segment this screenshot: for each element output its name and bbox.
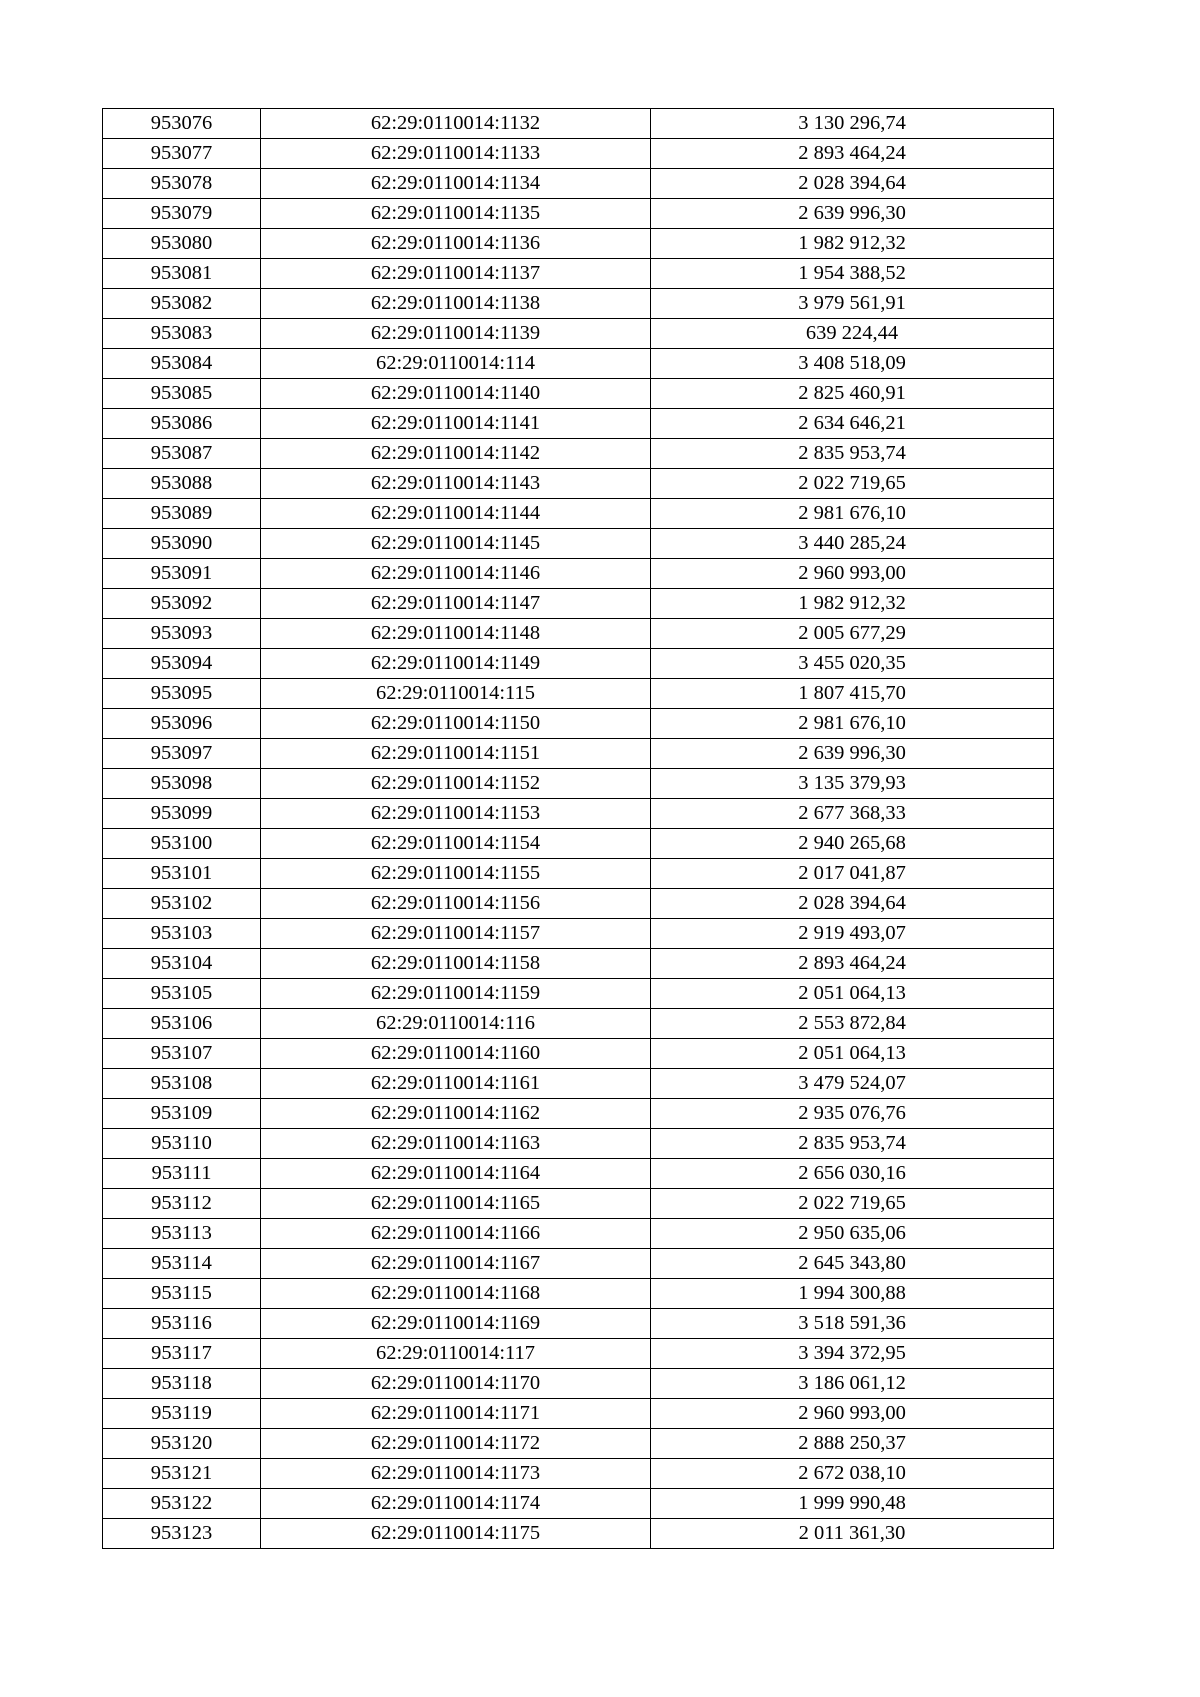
row-number-cell: 953082 — [103, 289, 261, 319]
cadastral-value-cell: 2 022 719,65 — [651, 469, 1054, 499]
row-number-cell: 953113 — [103, 1219, 261, 1249]
cadastral-value-cell: 2 825 460,91 — [651, 379, 1054, 409]
cadastral-value-cell: 2 011 361,30 — [651, 1519, 1054, 1549]
cadastral-value-cell: 3 479 524,07 — [651, 1069, 1054, 1099]
row-number-cell: 953084 — [103, 349, 261, 379]
row-number-cell: 953106 — [103, 1009, 261, 1039]
table-row — [103, 1009, 1054, 1039]
cadastral-number-cell: 62:29:0110014:1145 — [261, 529, 651, 559]
row-number-cell: 953104 — [103, 949, 261, 979]
cadastral-value-cell: 2 893 464,24 — [651, 139, 1054, 169]
cadastral-number-cell: 62:29:0110014:114 — [261, 349, 651, 379]
cadastral-value-cell: 1 807 415,70 — [651, 679, 1054, 709]
table-row — [103, 589, 1054, 619]
row-number-cell: 953112 — [103, 1189, 261, 1219]
cadastral-number-cell: 62:29:0110014:1152 — [261, 769, 651, 799]
cadastral-value-cell: 1 982 912,32 — [651, 589, 1054, 619]
table-row — [103, 229, 1054, 259]
table-row — [103, 1519, 1054, 1549]
cadastral-number-cell: 62:29:0110014:1137 — [261, 259, 651, 289]
cadastral-number-cell: 62:29:0110014:1140 — [261, 379, 651, 409]
table-row — [103, 289, 1054, 319]
cadastral-number-cell: 62:29:0110014:1168 — [261, 1279, 651, 1309]
table-row — [103, 349, 1054, 379]
row-number-cell: 953081 — [103, 259, 261, 289]
row-number-cell: 953096 — [103, 709, 261, 739]
table-row — [103, 1339, 1054, 1369]
cadastral-number-cell: 62:29:0110014:1139 — [261, 319, 651, 349]
table-row — [103, 469, 1054, 499]
table-row — [103, 1279, 1054, 1309]
row-number-cell: 953093 — [103, 619, 261, 649]
cadastral-value-cell: 2 017 041,87 — [651, 859, 1054, 889]
cadastral-value-cell: 1 999 990,48 — [651, 1489, 1054, 1519]
table-row — [103, 979, 1054, 1009]
cadastral-number-cell: 62:29:0110014:1159 — [261, 979, 651, 1009]
cadastral-number-cell: 62:29:0110014:1153 — [261, 799, 651, 829]
cadastral-number-cell: 62:29:0110014:1162 — [261, 1099, 651, 1129]
cadastral-value-table — [102, 108, 1054, 1549]
cadastral-value-cell: 2 639 996,30 — [651, 739, 1054, 769]
cadastral-number-cell: 62:29:0110014:1169 — [261, 1309, 651, 1339]
table-row — [103, 1489, 1054, 1519]
cadastral-value-cell: 1 994 300,88 — [651, 1279, 1054, 1309]
table-row — [103, 919, 1054, 949]
cadastral-number-cell: 62:29:0110014:1165 — [261, 1189, 651, 1219]
table-row — [103, 889, 1054, 919]
table-row — [103, 1159, 1054, 1189]
cadastral-value-cell: 2 553 872,84 — [651, 1009, 1054, 1039]
cadastral-number-cell: 62:29:0110014:1135 — [261, 199, 651, 229]
cadastral-number-cell: 62:29:0110014:1155 — [261, 859, 651, 889]
row-number-cell: 953091 — [103, 559, 261, 589]
cadastral-number-cell: 62:29:0110014:1146 — [261, 559, 651, 589]
row-number-cell: 953080 — [103, 229, 261, 259]
row-number-cell: 953105 — [103, 979, 261, 1009]
cadastral-number-cell: 62:29:0110014:1160 — [261, 1039, 651, 1069]
row-number-cell: 953094 — [103, 649, 261, 679]
cadastral-number-cell: 62:29:0110014:1164 — [261, 1159, 651, 1189]
table-row — [103, 199, 1054, 229]
cadastral-value-cell: 2 672 038,10 — [651, 1459, 1054, 1489]
row-number-cell: 953123 — [103, 1519, 261, 1549]
cadastral-number-cell: 62:29:0110014:1158 — [261, 949, 651, 979]
row-number-cell: 953108 — [103, 1069, 261, 1099]
cadastral-value-cell: 639 224,44 — [651, 319, 1054, 349]
cadastral-value-cell: 2 634 646,21 — [651, 409, 1054, 439]
cadastral-value-cell: 3 440 285,24 — [651, 529, 1054, 559]
cadastral-number-cell: 62:29:0110014:1132 — [261, 109, 651, 139]
cadastral-number-cell: 62:29:0110014:1150 — [261, 709, 651, 739]
row-number-cell: 953116 — [103, 1309, 261, 1339]
row-number-cell: 953120 — [103, 1429, 261, 1459]
row-number-cell: 953088 — [103, 469, 261, 499]
table-row — [103, 559, 1054, 589]
cadastral-number-cell: 62:29:0110014:1157 — [261, 919, 651, 949]
row-number-cell: 953118 — [103, 1369, 261, 1399]
cadastral-value-cell: 3 394 372,95 — [651, 1339, 1054, 1369]
cadastral-value-cell: 2 960 993,00 — [651, 559, 1054, 589]
cadastral-number-cell: 62:29:0110014:1147 — [261, 589, 651, 619]
table-row — [103, 829, 1054, 859]
cadastral-value-cell: 2 940 265,68 — [651, 829, 1054, 859]
row-number-cell: 953079 — [103, 199, 261, 229]
table-row — [103, 739, 1054, 769]
table-row — [103, 679, 1054, 709]
cadastral-number-cell: 62:29:0110014:1174 — [261, 1489, 651, 1519]
table-row — [103, 1399, 1054, 1429]
table-row — [103, 139, 1054, 169]
row-number-cell: 953076 — [103, 109, 261, 139]
row-number-cell: 953086 — [103, 409, 261, 439]
table-row — [103, 259, 1054, 289]
table-row — [103, 1129, 1054, 1159]
table-row — [103, 709, 1054, 739]
row-number-cell: 953089 — [103, 499, 261, 529]
row-number-cell: 953087 — [103, 439, 261, 469]
cadastral-value-cell: 3 130 296,74 — [651, 109, 1054, 139]
table-row — [103, 799, 1054, 829]
cadastral-number-cell: 62:29:0110014:1161 — [261, 1069, 651, 1099]
cadastral-number-cell: 62:29:0110014:1148 — [261, 619, 651, 649]
table-row — [103, 859, 1054, 889]
row-number-cell: 953095 — [103, 679, 261, 709]
cadastral-number-cell: 62:29:0110014:1154 — [261, 829, 651, 859]
cadastral-value-cell: 2 051 064,13 — [651, 979, 1054, 1009]
table-row — [103, 1039, 1054, 1069]
table-row — [103, 109, 1054, 139]
cadastral-value-cell: 3 135 379,93 — [651, 769, 1054, 799]
row-number-cell: 953085 — [103, 379, 261, 409]
cadastral-value-cell: 2 677 368,33 — [651, 799, 1054, 829]
cadastral-number-cell: 62:29:0110014:117 — [261, 1339, 651, 1369]
row-number-cell: 953122 — [103, 1489, 261, 1519]
cadastral-value-cell: 2 028 394,64 — [651, 169, 1054, 199]
table-row — [103, 1249, 1054, 1279]
cadastral-number-cell: 62:29:0110014:1133 — [261, 139, 651, 169]
cadastral-number-cell: 62:29:0110014:1173 — [261, 1459, 651, 1489]
cadastral-value-cell: 2 656 030,16 — [651, 1159, 1054, 1189]
cadastral-value-cell: 3 408 518,09 — [651, 349, 1054, 379]
row-number-cell: 953101 — [103, 859, 261, 889]
cadastral-value-cell: 2 005 677,29 — [651, 619, 1054, 649]
cadastral-value-cell: 1 954 388,52 — [651, 259, 1054, 289]
cadastral-number-cell: 62:29:0110014:1136 — [261, 229, 651, 259]
table-row — [103, 1189, 1054, 1219]
table-row — [103, 409, 1054, 439]
cadastral-number-cell: 62:29:0110014:1144 — [261, 499, 651, 529]
cadastral-value-cell: 2 028 394,64 — [651, 889, 1054, 919]
cadastral-value-cell: 2 888 250,37 — [651, 1429, 1054, 1459]
cadastral-number-cell: 62:29:0110014:1171 — [261, 1399, 651, 1429]
cadastral-value-cell: 2 835 953,74 — [651, 439, 1054, 469]
cadastral-value-cell: 2 645 343,80 — [651, 1249, 1054, 1279]
table-row — [103, 949, 1054, 979]
cadastral-value-cell: 3 979 561,91 — [651, 289, 1054, 319]
row-number-cell: 953107 — [103, 1039, 261, 1069]
cadastral-number-cell: 62:29:0110014:1149 — [261, 649, 651, 679]
table-row — [103, 169, 1054, 199]
row-number-cell: 953102 — [103, 889, 261, 919]
cadastral-value-cell: 1 982 912,32 — [651, 229, 1054, 259]
table-row — [103, 769, 1054, 799]
row-number-cell: 953097 — [103, 739, 261, 769]
cadastral-value-cell: 2 960 993,00 — [651, 1399, 1054, 1429]
cadastral-value-cell: 3 455 020,35 — [651, 649, 1054, 679]
cadastral-number-cell: 62:29:0110014:1170 — [261, 1369, 651, 1399]
row-number-cell: 953115 — [103, 1279, 261, 1309]
table-row — [103, 319, 1054, 349]
row-number-cell: 953114 — [103, 1249, 261, 1279]
cadastral-value-cell: 3 186 061,12 — [651, 1369, 1054, 1399]
cadastral-value-cell: 2 950 635,06 — [651, 1219, 1054, 1249]
table-row — [103, 1459, 1054, 1489]
cadastral-number-cell: 62:29:0110014:1138 — [261, 289, 651, 319]
cadastral-value-cell: 2 051 064,13 — [651, 1039, 1054, 1069]
row-number-cell: 953121 — [103, 1459, 261, 1489]
cadastral-number-cell: 62:29:0110014:116 — [261, 1009, 651, 1039]
row-number-cell: 953077 — [103, 139, 261, 169]
cadastral-number-cell: 62:29:0110014:1143 — [261, 469, 651, 499]
cadastral-number-cell: 62:29:0110014:1167 — [261, 1249, 651, 1279]
row-number-cell: 953117 — [103, 1339, 261, 1369]
cadastral-number-cell: 62:29:0110014:1172 — [261, 1429, 651, 1459]
row-number-cell: 953119 — [103, 1399, 261, 1429]
cadastral-value-cell: 2 835 953,74 — [651, 1129, 1054, 1159]
table-row — [103, 1099, 1054, 1129]
row-number-cell: 953111 — [103, 1159, 261, 1189]
row-number-cell: 953099 — [103, 799, 261, 829]
row-number-cell: 953109 — [103, 1099, 261, 1129]
table-row — [103, 1069, 1054, 1099]
table-row — [103, 1429, 1054, 1459]
table-row — [103, 649, 1054, 679]
row-number-cell: 953078 — [103, 169, 261, 199]
cadastral-value-cell: 2 919 493,07 — [651, 919, 1054, 949]
row-number-cell: 953090 — [103, 529, 261, 559]
row-number-cell: 953100 — [103, 829, 261, 859]
table-row — [103, 499, 1054, 529]
cadastral-number-cell: 62:29:0110014:1141 — [261, 409, 651, 439]
cadastral-number-cell: 62:29:0110014:1142 — [261, 439, 651, 469]
cadastral-number-cell: 62:29:0110014:1166 — [261, 1219, 651, 1249]
cadastral-number-cell: 62:29:0110014:115 — [261, 679, 651, 709]
table-body — [103, 109, 1054, 1549]
cadastral-number-cell: 62:29:0110014:1151 — [261, 739, 651, 769]
cadastral-value-cell: 2 981 676,10 — [651, 499, 1054, 529]
cadastral-number-cell: 62:29:0110014:1175 — [261, 1519, 651, 1549]
cadastral-number-cell: 62:29:0110014:1163 — [261, 1129, 651, 1159]
row-number-cell: 953103 — [103, 919, 261, 949]
table-row — [103, 1309, 1054, 1339]
row-number-cell: 953083 — [103, 319, 261, 349]
table-row — [103, 1219, 1054, 1249]
cadastral-number-cell: 62:29:0110014:1156 — [261, 889, 651, 919]
cadastral-value-cell: 2 893 464,24 — [651, 949, 1054, 979]
table-row — [103, 439, 1054, 469]
row-number-cell: 953098 — [103, 769, 261, 799]
cadastral-number-cell: 62:29:0110014:1134 — [261, 169, 651, 199]
table-row — [103, 529, 1054, 559]
table-row — [103, 1369, 1054, 1399]
table-row — [103, 619, 1054, 649]
cadastral-value-cell: 2 022 719,65 — [651, 1189, 1054, 1219]
row-number-cell: 953092 — [103, 589, 261, 619]
cadastral-value-cell: 2 935 076,76 — [651, 1099, 1054, 1129]
cadastral-value-cell: 3 518 591,36 — [651, 1309, 1054, 1339]
row-number-cell: 953110 — [103, 1129, 261, 1159]
table-row — [103, 379, 1054, 409]
cadastral-value-cell: 2 639 996,30 — [651, 199, 1054, 229]
cadastral-value-cell: 2 981 676,10 — [651, 709, 1054, 739]
